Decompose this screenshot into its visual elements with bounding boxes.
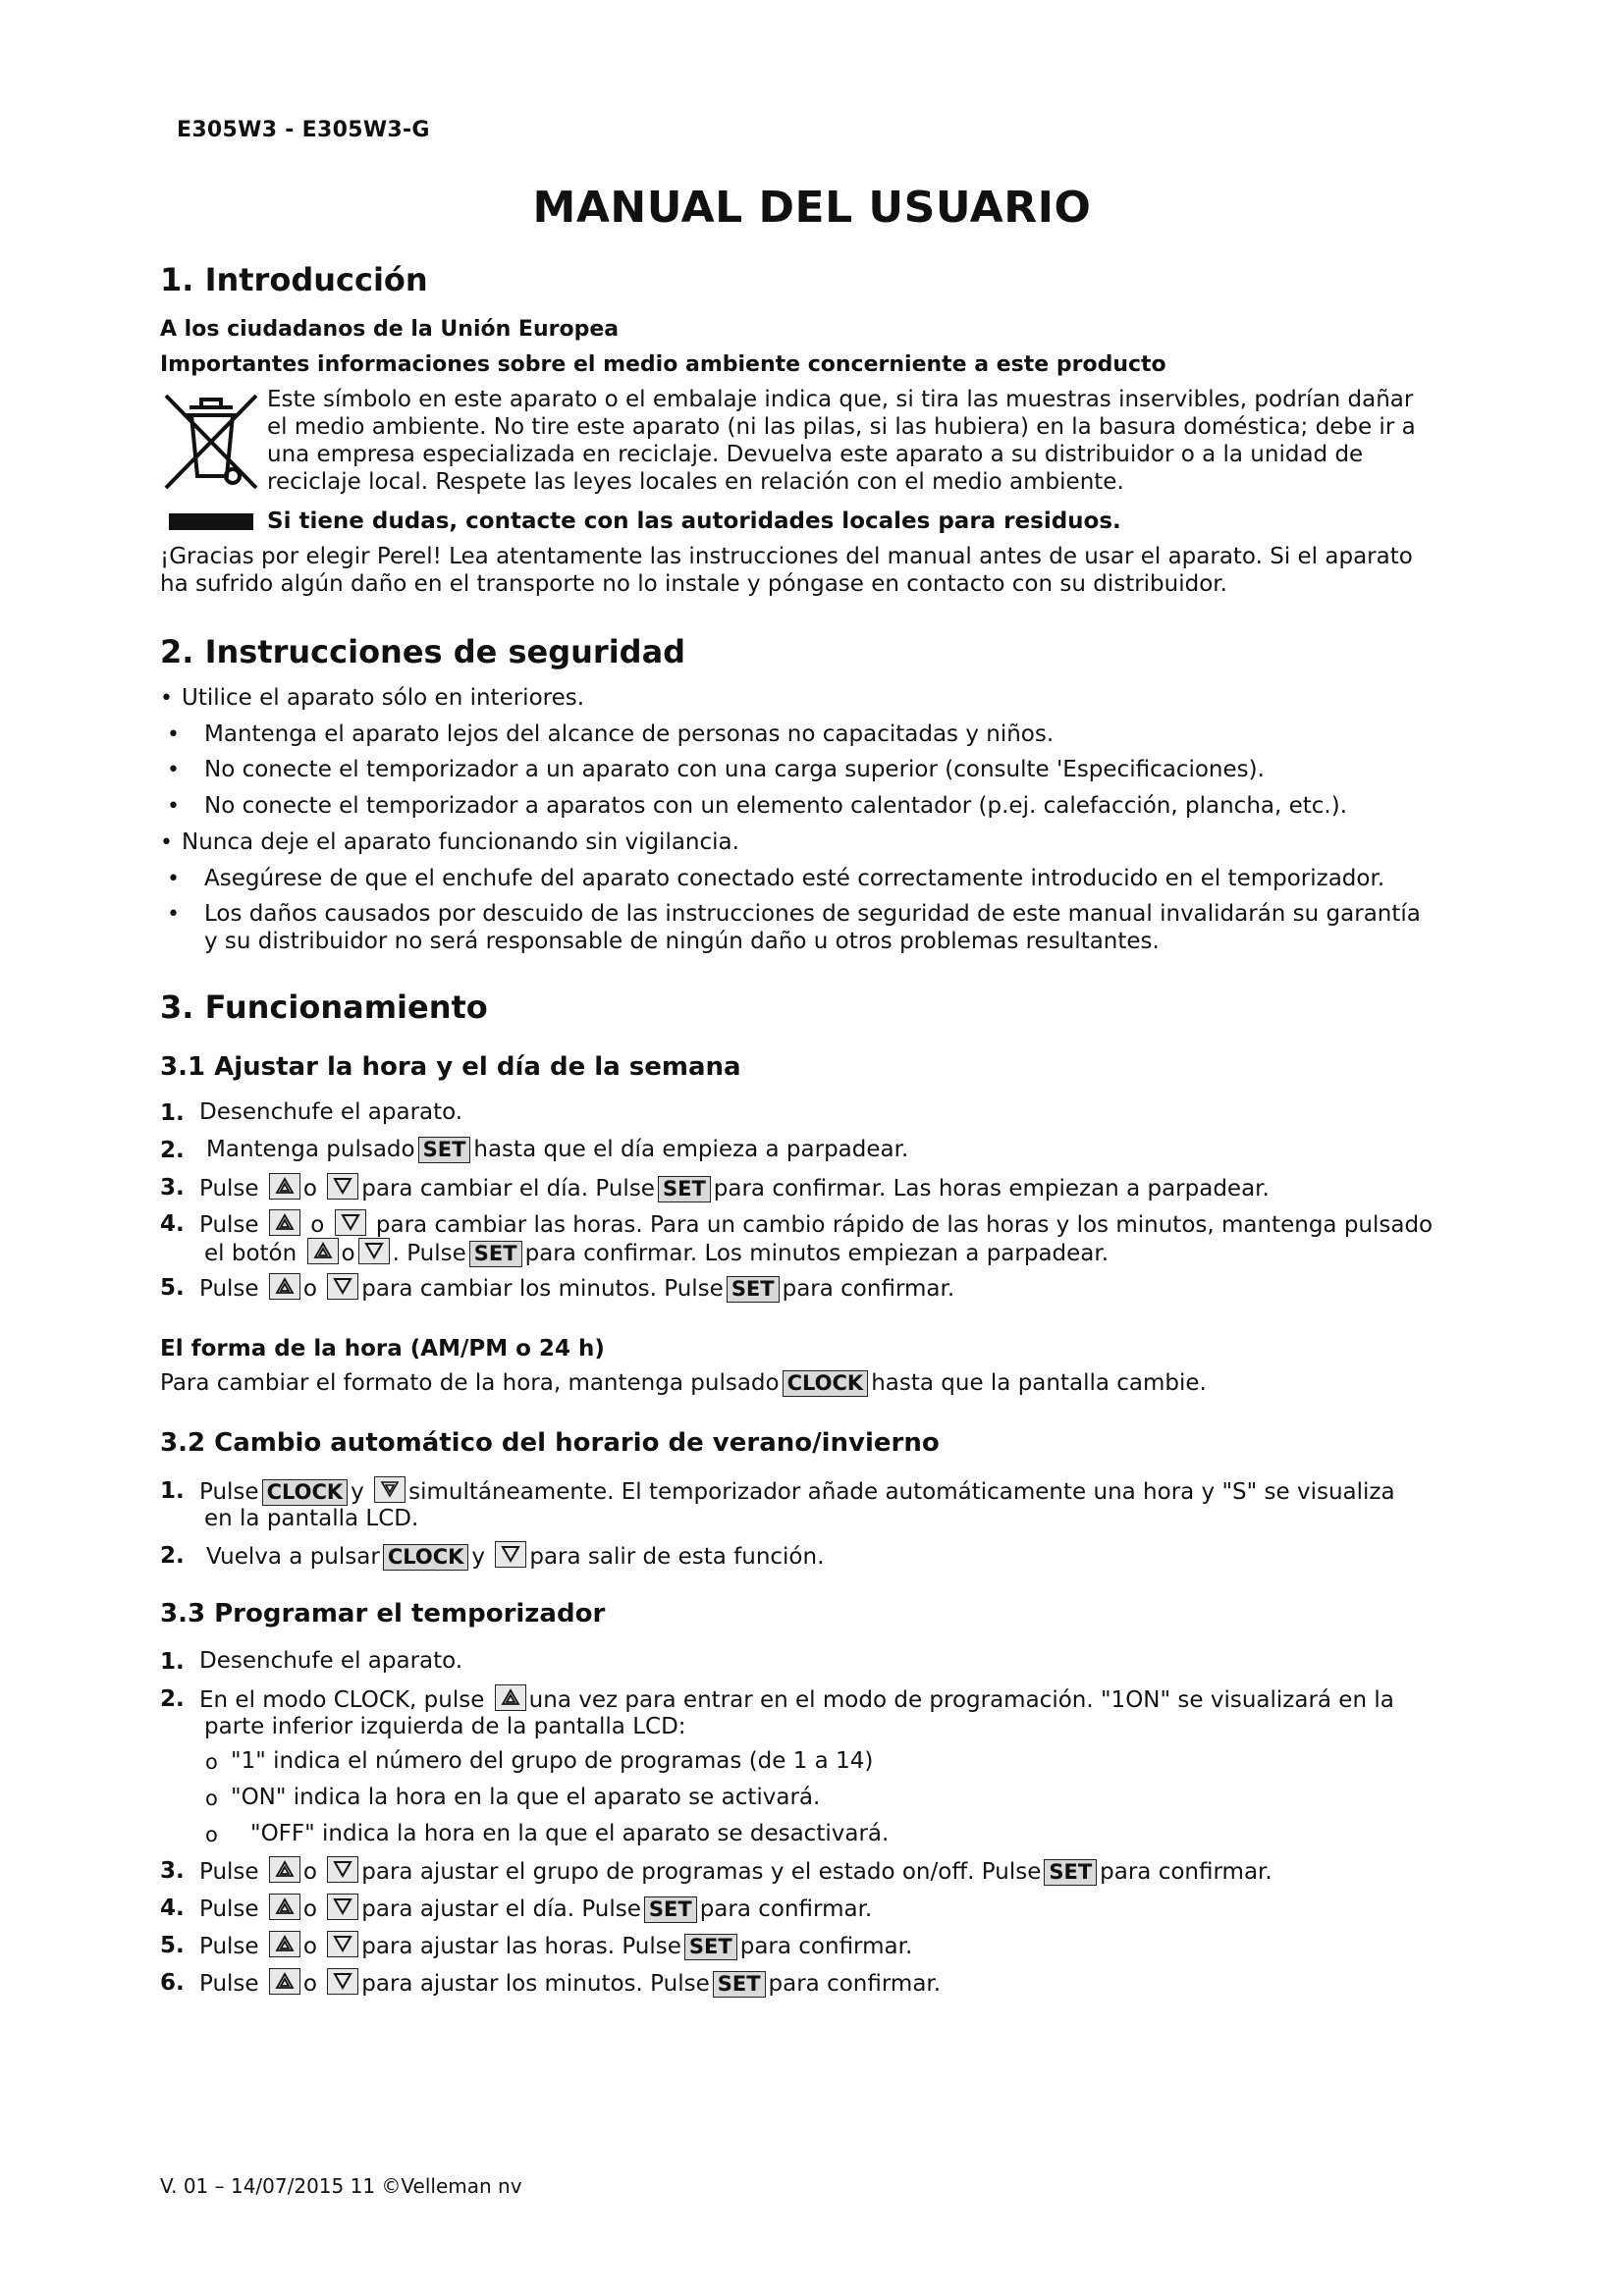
step-text: Pulse (199, 1896, 259, 1922)
step-text: o (302, 1176, 317, 1201)
set-key: SET (644, 1896, 697, 1923)
s32-step-1 (199, 1476, 1395, 1507)
clock-key: CLOCK (783, 1370, 869, 1397)
sub-bullet: o (205, 1750, 218, 1774)
step-text: y (351, 1479, 364, 1505)
bullet-5: • (160, 830, 173, 855)
step-text: para confirmar. (739, 1934, 913, 1959)
step-text: para confirmar. (782, 1276, 955, 1302)
step-number: 2. (160, 1543, 185, 1569)
step-text: o (302, 1276, 317, 1302)
up-arrow-icon (269, 1968, 300, 1995)
down-arrow-icon (327, 1968, 358, 1995)
bullet-1: • (160, 686, 173, 711)
s31-step-5 (199, 1273, 954, 1304)
weee-line-1: Este símbolo en este aparato o el embalaje indica que, si tira las muestras inservibles, podrían dañar (267, 387, 1414, 412)
page-title: MANUAL DEL USUARIO (532, 183, 1092, 233)
s33-sub-1: "1" indica el número del grupo de programas (de 1 a 14) (231, 1748, 874, 1774)
set-key: SET (713, 1971, 766, 1998)
weee-line-2: el medio ambiente. No tire este aparato (ni las pilas, si las hubiera) en la basura doméstica; debe ir a (267, 414, 1416, 440)
down-arrow-icon (327, 1931, 358, 1957)
step-number: 5. (160, 1275, 185, 1301)
down-arrow-icon (327, 1856, 358, 1883)
step-text: para confirmar. Los minutos empiezan a parpadear. (524, 1241, 1110, 1266)
up-arrow-icon (269, 1856, 300, 1883)
s31-step-4 (199, 1209, 1433, 1240)
step-text: Pulse (199, 1212, 259, 1238)
s33-step-6 (199, 1968, 941, 1999)
up-arrow-icon (269, 1931, 300, 1957)
step-number: 2. (160, 1686, 185, 1712)
step-number: 6. (160, 1970, 185, 1996)
step-text: Pulse (199, 1934, 259, 1959)
step-text: y (471, 1544, 486, 1570)
s33-step-5 (199, 1931, 912, 1961)
up-arrow-icon (495, 1684, 526, 1711)
safety-item-4: No conecte el temporizador a aparatos con un elemento calentador (p.ej. calefacción, plancha, etc.). (204, 793, 1348, 819)
down-arrow-icon (374, 1476, 406, 1503)
step-text: . Pulse (392, 1241, 466, 1266)
step-text: para cambiar las horas. Para un cambio rápido de las horas y los minutos, mantenga pulsado (375, 1212, 1434, 1238)
s31-step-2 (206, 1136, 908, 1164)
step-text: para ajustar los minutos. Pulse (361, 1971, 710, 1997)
s33-step-2-cont: parte inferior izquierda de la pantalla LCD: (204, 1714, 686, 1739)
s33-step-3 (199, 1856, 1272, 1887)
step-text: el botón (204, 1241, 298, 1266)
section-3-3-heading: 3.3 Programar el temporizador (160, 1599, 606, 1629)
bullet-7: • (167, 902, 180, 927)
step-text: hasta que el día empieza a parpadear. (473, 1137, 909, 1162)
eu-citizens-subheading: A los ciudadanos de la Unión Europea (160, 317, 620, 342)
step-text: Pulse (199, 1479, 259, 1505)
set-key: SET (727, 1276, 780, 1303)
safety-item-7-cont: y su distribuidor no será responsable de ningún daño u otros problemas resultantes. (204, 929, 1160, 954)
step-text: Mantenga pulsado (206, 1137, 415, 1162)
step-text: para ajustar el grupo de programas y el estado on/off. Pulse (361, 1859, 1042, 1885)
s31-step-3 (199, 1173, 1270, 1203)
step-text: Pulse (199, 1276, 259, 1302)
down-arrow-icon (327, 1273, 358, 1300)
step-text: En el modo CLOCK, pulse (199, 1687, 485, 1713)
doubts-notice: Si tiene dudas, contacte con las autoridades locales para residuos. (267, 508, 1121, 534)
step-number: 1. (160, 1649, 185, 1675)
weee-bin-icon (162, 386, 260, 496)
step-text: para salir de esta función. (529, 1544, 825, 1570)
step-number: 3. (160, 1858, 185, 1884)
s33-sub-2: "ON" indica la hora en la que el aparato se activará. (231, 1785, 821, 1810)
step-text: para cambiar el día. Pulse (361, 1176, 655, 1201)
down-arrow-icon (358, 1238, 390, 1264)
up-arrow-icon (269, 1273, 300, 1300)
bullet-6: • (167, 867, 180, 891)
section-1-heading: 1. Introducción (160, 261, 428, 298)
step-text: o (302, 1859, 317, 1885)
s33-step-2 (199, 1684, 1394, 1715)
time-format-heading: El forma de la hora (AM/PM o 24 h) (160, 1336, 605, 1362)
step-text: para cambiar los minutos. Pulse (361, 1276, 724, 1302)
step-number: 3. (160, 1175, 185, 1201)
up-arrow-icon (307, 1238, 339, 1264)
time-format-text (160, 1369, 1207, 1398)
step-number: 4. (160, 1896, 185, 1921)
step-text: para confirmar. Las horas empiezan a parpadear. (713, 1176, 1270, 1201)
step-number: 1. (160, 1478, 185, 1504)
section-3-1-heading: 3.1 Ajustar la hora y el día de la semana (160, 1052, 741, 1082)
up-arrow-icon (269, 1209, 300, 1236)
step-text: Pulse (199, 1176, 259, 1201)
step-text: Pulse (199, 1859, 259, 1885)
bullet-2: • (167, 722, 180, 747)
set-key: SET (418, 1137, 471, 1163)
up-arrow-icon (269, 1894, 300, 1920)
thanks-line-2: ha sufrido algún daño en el transporte no lo instale y póngase en contacto con su distribuidor. (160, 571, 1227, 597)
set-key: SET (1044, 1859, 1097, 1886)
safety-item-2: Mantenga el aparato lejos del alcance de personas no capacitadas y niños. (204, 721, 1055, 747)
safety-item-5: Nunca deje el aparato funcionando sin vigilancia. (182, 829, 739, 855)
s32-step-2 (206, 1541, 824, 1572)
section-3-2-heading: 3.2 Cambio automático del horario de verano/invierno (160, 1428, 940, 1458)
step-text: Vuelva a pulsar (206, 1544, 380, 1570)
environment-subheading: Importantes informaciones sobre el medio ambiente concerniente a este producto (160, 352, 1166, 377)
step-text: o (302, 1934, 317, 1959)
step-text: hasta que la pantalla cambie. (871, 1370, 1207, 1396)
clock-key: CLOCK (262, 1479, 349, 1506)
s33-step-4 (199, 1894, 872, 1924)
step-number: 1. (160, 1100, 185, 1126)
s31-step-4-cont (204, 1238, 1109, 1268)
down-arrow-icon (495, 1541, 526, 1568)
s32-step-1-cont: en la pantalla LCD. (204, 1506, 419, 1531)
up-arrow-icon (269, 1173, 300, 1200)
black-bar (169, 513, 253, 530)
safety-item-7: Los daños causados por descuido de las instrucciones de seguridad de este manual invalidarán su garantía (204, 901, 1421, 927)
down-arrow-icon (335, 1209, 366, 1236)
s31-step-1: Desenchufe el aparato. (199, 1099, 463, 1125)
step-number: 2. (160, 1138, 185, 1163)
step-text: para ajustar las horas. Pulse (361, 1934, 681, 1959)
weee-line-3: una empresa especializada en reciclaje. Devuelva este aparato a su distribuidor o a la unidad de (267, 442, 1364, 467)
section-3-heading: 3. Funcionamiento (160, 988, 488, 1026)
step-number: 5. (160, 1933, 185, 1958)
step-text: para confirmar. (1100, 1859, 1272, 1885)
clock-key: CLOCK (383, 1544, 469, 1571)
bullet-4: • (167, 794, 180, 819)
weee-line-4: reciclaje local. Respete las leyes locales en relación con el medio ambiente. (267, 469, 1124, 495)
step-text: o (310, 1212, 325, 1238)
page-footer: V. 01 – 14/07/2015 11 ©Velleman nv (160, 2174, 522, 2198)
set-key: SET (658, 1176, 711, 1202)
sub-bullet: o (205, 1787, 218, 1810)
down-arrow-icon (327, 1173, 358, 1200)
step-text: simultáneamente. El temporizador añade automáticamente una hora y "S" se visualiza (408, 1479, 1395, 1505)
bullet-3: • (167, 758, 180, 782)
step-text: o (302, 1896, 317, 1922)
step-text: para confirmar. (699, 1896, 873, 1922)
section-2-heading: 2. Instrucciones de seguridad (160, 633, 686, 670)
s33-step-1: Desenchufe el aparato. (199, 1648, 463, 1674)
s33-sub-3: "OFF" indica la hora en la que el aparato se desactivará. (250, 1821, 890, 1846)
down-arrow-icon (327, 1894, 358, 1920)
step-text: Pulse (199, 1971, 259, 1997)
step-text: para ajustar el día. Pulse (361, 1896, 641, 1922)
set-key: SET (684, 1934, 737, 1960)
safety-item-1: Utilice el aparato sólo en interiores. (182, 685, 585, 711)
model-number: E305W3 - E305W3-G (177, 118, 430, 142)
step-text: Para cambiar el formato de la hora, mantenga pulsado (160, 1370, 780, 1396)
step-text: para confirmar. (768, 1971, 942, 1997)
step-text: una vez para entrar en el modo de programación. "1ON" se visualizará en la (528, 1687, 1394, 1713)
safety-item-3: No conecte el temporizador a un aparato con una carga superior (consulte 'Especificaciones). (204, 757, 1265, 782)
safety-item-6: Asegúrese de que el enchufe del aparato conectado esté correctamente introducido en el temporizador. (204, 866, 1385, 891)
step-text: o (341, 1241, 355, 1266)
thanks-line-1: ¡Gracias por elegir Perel! Lea atentamente las instrucciones del manual antes de usar el aparato. Si el aparato (160, 544, 1413, 569)
sub-bullet: o (205, 1823, 218, 1846)
set-key: SET (469, 1241, 522, 1267)
step-text: o (302, 1971, 317, 1997)
step-number: 4. (160, 1211, 185, 1237)
